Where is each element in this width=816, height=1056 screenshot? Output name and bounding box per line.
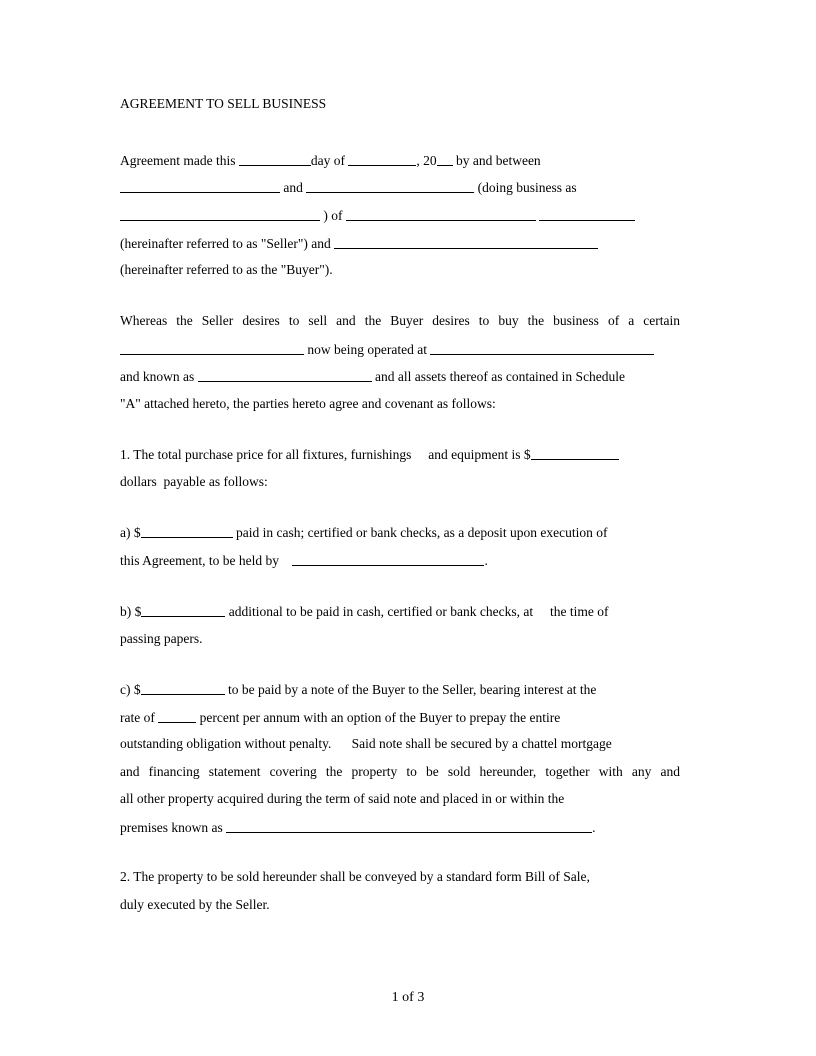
document-title: AGREEMENT TO SELL BUSINESS [120,96,327,111]
day-blank[interactable] [239,153,311,166]
business-type-blank[interactable] [120,342,304,355]
text: additional to be paid in cash, certified or bank checks, at the time of [225,604,609,619]
text: now being operated at [304,342,431,357]
clause-a-line-1 [120,524,608,541]
address-blank[interactable] [346,208,536,221]
text: a) $ [120,525,141,540]
text: 1. The total purchase price for all fixtures, furnishings and equipment is $ [120,447,531,462]
known-as-blank[interactable] [198,369,372,382]
text: . [592,820,596,835]
deposit-amount-blank[interactable] [141,525,233,538]
text: ) of [320,208,346,223]
text: by and between [452,153,541,168]
whereas-line-3 [120,368,625,385]
intro-line-2 [120,179,577,196]
operating-location-blank[interactable] [430,342,654,355]
interest-rate-blank[interactable] [158,710,196,723]
text: . [484,553,488,568]
text: paid in cash; certified or bank checks, as a deposit upon execution of [232,525,608,540]
text: (doing business as [474,180,577,195]
text: Agreement made this [120,153,239,168]
seller-name-blank[interactable] [120,180,280,193]
intro-line-3 [120,207,635,224]
clause-c-line-6 [120,819,595,836]
text: c) $ [120,682,141,697]
clause-2-line-2: duly executed by the Seller. [120,897,270,912]
clause-1-line-1 [120,446,619,463]
clause-c-line-3: outstanding obligation without penalty. Said note shall be secured by a chattel mortgage [120,736,612,751]
premises-blank[interactable] [226,820,592,833]
clause-b-line-2: passing papers. [120,631,203,646]
buyer-name-blank[interactable] [334,236,598,249]
text: b) $ [120,604,142,619]
text: rate of [120,710,159,725]
whereas-line-4: "A" attached hereto, the parties hereto agree and covenant as follows: [120,396,496,411]
text: and [280,180,307,195]
text: this Agreement, to be held by [120,553,293,568]
text: day of [310,153,349,168]
text: to be paid by a note of the Buyer to the Seller, bearing interest at the [224,682,597,697]
whereas-line-1: Whereas the Seller desires to sell and the Buyer desires to buy the business of a certain [120,313,680,328]
clause-b-line-1 [120,603,609,620]
purchase-price-blank[interactable] [531,447,619,460]
text: percent per annum with an option of the Buyer to prepay the entire [196,710,561,725]
business-name-blank[interactable] [120,208,320,221]
address-2-blank[interactable] [539,208,635,221]
text: and all assets thereof as contained in Schedule [371,369,626,384]
clause-c-line-4: and financing statement covering the property to be sold hereunder, together with any and [120,764,680,779]
intro-line-1 [120,152,541,169]
clause-c-line-2 [120,709,560,726]
note-amount-blank[interactable] [141,682,225,695]
additional-amount-blank[interactable] [141,604,225,617]
text: , 20 [416,153,437,168]
clause-2-line-1: 2. The property to be sold hereunder shall be conveyed by a standard form Bill of Sale, [120,869,590,884]
clause-c-line-5: all other property acquired during the term of said note and placed in or within the [120,791,565,806]
deposit-holder-blank[interactable] [292,553,484,566]
clause-a-line-2 [120,552,488,569]
text: premises known as [120,820,227,835]
clause-c-line-1 [120,681,596,698]
second-party-blank[interactable] [306,180,474,193]
page-number: 1 of 3 [391,990,425,1005]
month-blank[interactable] [348,153,416,166]
intro-line-5: (hereinafter referred to as the "Buyer"). [120,262,333,277]
whereas-line-2 [120,341,654,358]
intro-line-4 [120,235,598,252]
text: (hereinafter referred to as "Seller") and [120,236,335,251]
year-blank[interactable] [437,153,453,166]
clause-1-line-2: dollars payable as follows: [120,474,268,489]
text: and known as [120,369,198,384]
